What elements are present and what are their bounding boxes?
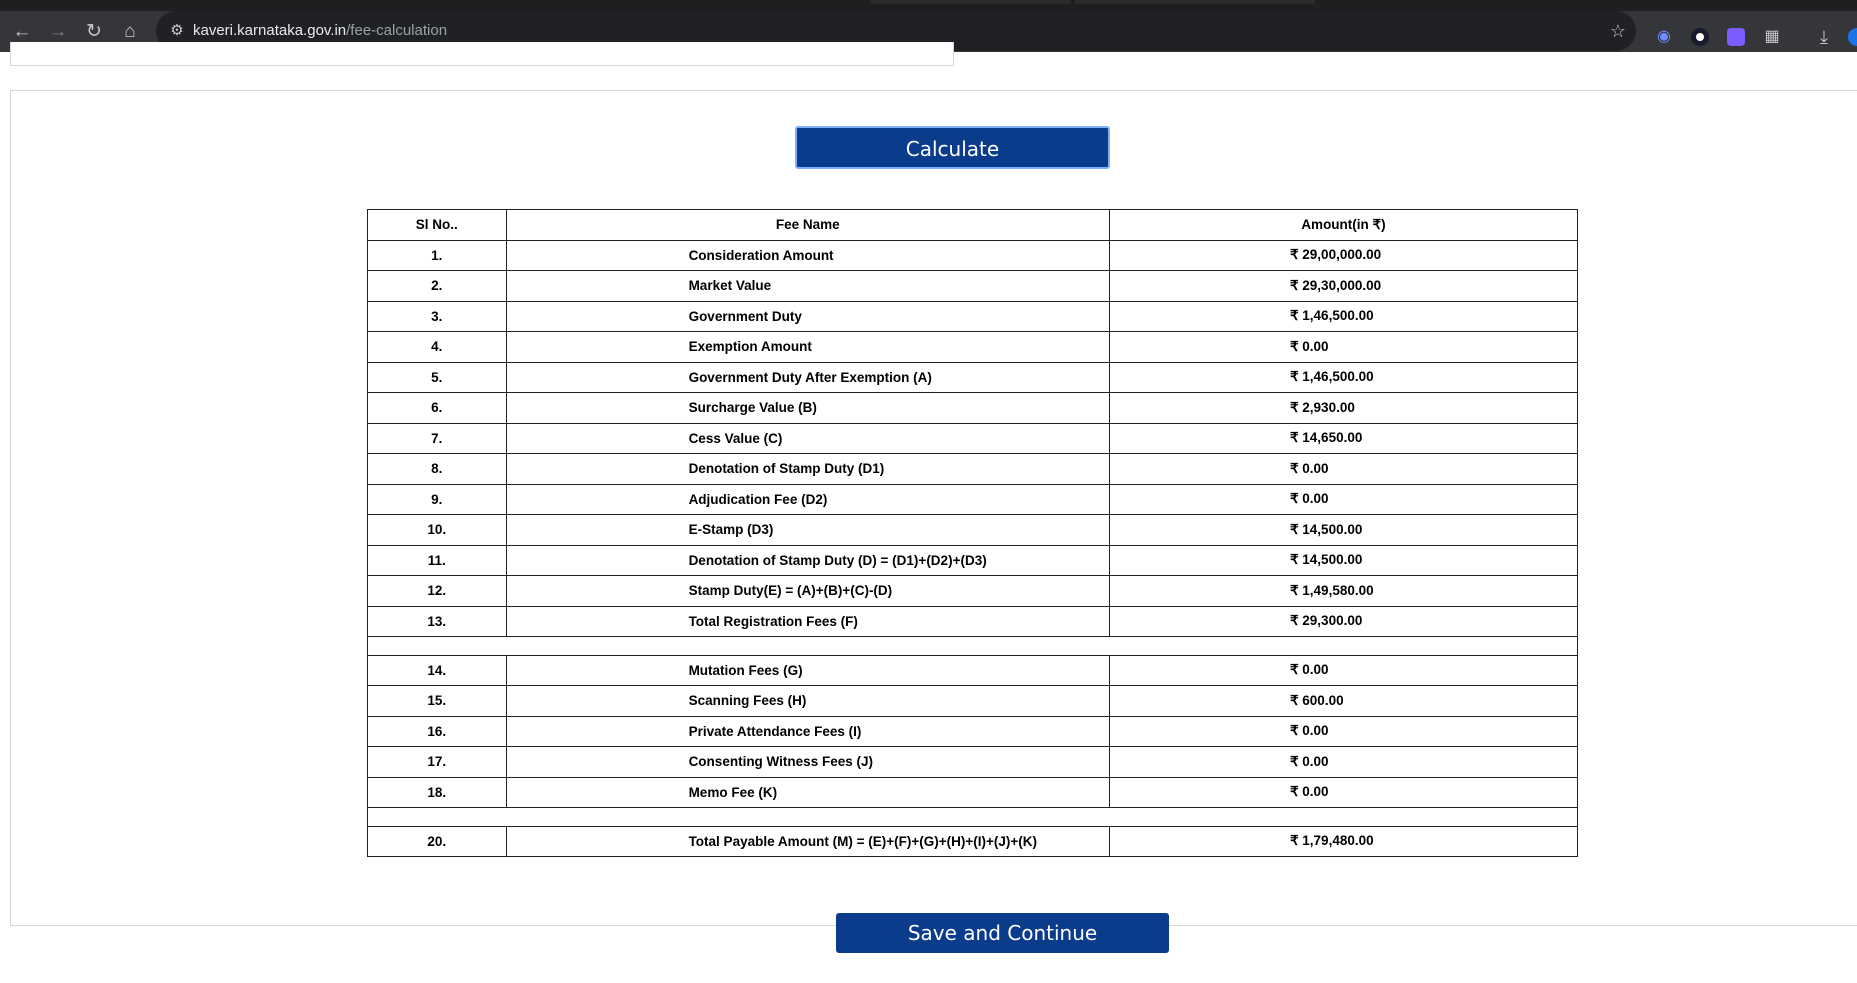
row-no: 11. — [368, 545, 507, 576]
table-spacer-row — [368, 808, 1578, 827]
table-row — [368, 576, 1578, 607]
table-row — [368, 301, 1578, 332]
table-row — [368, 777, 1578, 808]
table-row — [368, 484, 1578, 515]
row-fee-name: Denotation of Stamp Duty (D1) — [506, 454, 1109, 485]
reload-icon[interactable]: ↻ — [86, 21, 102, 42]
row-fee-name: Private Attendance Fees (I) — [506, 716, 1109, 747]
row-fee-name: Market Value — [506, 271, 1109, 302]
table-row — [368, 716, 1578, 747]
row-no: 10. — [368, 515, 507, 546]
row-amount: ₹ 0.00 — [1109, 747, 1577, 778]
row-amount: ₹ 0.00 — [1109, 655, 1577, 686]
row-amount: ₹ 29,00,000.00 — [1109, 240, 1577, 271]
row-fee-name: Government Duty — [506, 301, 1109, 332]
row-no: 3. — [368, 301, 507, 332]
table-row — [368, 747, 1578, 778]
row-amount: ₹ 14,500.00 — [1109, 515, 1577, 546]
shield-extension-icon[interactable]: ◉ — [1657, 28, 1671, 45]
row-fee-name: Exemption Amount — [506, 332, 1109, 363]
row-fee-name: Consenting Witness Fees (J) — [506, 747, 1109, 778]
row-no: 12. — [368, 576, 507, 607]
table-row — [368, 271, 1578, 302]
extensions-puzzle-icon[interactable]: ▦ — [1764, 28, 1780, 45]
row-fee-name: Consideration Amount — [506, 240, 1109, 271]
row-no: 9. — [368, 484, 507, 515]
dark-extension-icon[interactable] — [1691, 28, 1709, 46]
row-fee-name: Scanning Fees (H) — [506, 686, 1109, 717]
row-no: 5. — [368, 362, 507, 393]
table-row — [368, 240, 1578, 271]
table-spacer-row — [368, 637, 1578, 656]
purple-extension-icon[interactable] — [1727, 28, 1745, 46]
spacer-cell — [368, 637, 1578, 656]
row-no: 6. — [368, 393, 507, 424]
row-fee-name: Mutation Fees (G) — [506, 655, 1109, 686]
row-no: 20. — [368, 826, 507, 857]
row-no: 13. — [368, 606, 507, 637]
forward-icon[interactable]: → — [48, 21, 68, 42]
row-no: 7. — [368, 423, 507, 454]
row-amount: ₹ 0.00 — [1109, 332, 1577, 363]
row-amount: ₹ 1,49,580.00 — [1109, 576, 1577, 607]
browser-tabstrip — [0, 0, 1857, 11]
row-amount: ₹ 1,79,480.00 — [1109, 826, 1577, 857]
row-no: 4. — [368, 332, 507, 363]
bookmark-star-icon[interactable]: ☆ — [1609, 21, 1626, 41]
row-no: 18. — [368, 777, 507, 808]
table-row — [368, 332, 1578, 363]
row-fee-name: Government Duty After Exemption (A) — [506, 362, 1109, 393]
row-no: 15. — [368, 686, 507, 717]
table-row — [368, 606, 1578, 637]
table-row — [368, 423, 1578, 454]
table-header-row — [368, 210, 1578, 241]
table-row — [368, 545, 1578, 576]
row-amount: ₹ 0.00 — [1109, 484, 1577, 515]
row-no: 8. — [368, 454, 507, 485]
row-amount: ₹ 1,46,500.00 — [1109, 301, 1577, 332]
header-sl-no: Sl No.. — [368, 210, 507, 241]
header-fee-name: Fee Name — [506, 210, 1109, 241]
url-host: kaveri.karnataka.gov.in — [193, 22, 347, 39]
back-icon[interactable]: ← — [12, 21, 32, 42]
profile-edge-icon[interactable] — [1848, 28, 1857, 46]
calculate-button[interactable]: Calculate — [795, 126, 1110, 169]
row-no: 17. — [368, 747, 507, 778]
row-amount: ₹ 1,46,500.00 — [1109, 362, 1577, 393]
row-amount: ₹ 29,300.00 — [1109, 606, 1577, 637]
spacer-cell — [368, 808, 1578, 827]
header-amount: Amount(in ₹) — [1109, 210, 1577, 241]
row-fee-name: Denotation of Stamp Duty (D) = (D1)+(D2)+(D3) — [506, 545, 1109, 576]
row-amount: ₹ 29,30,000.00 — [1109, 271, 1577, 302]
row-amount: ₹ 0.00 — [1109, 454, 1577, 485]
row-fee-name: Stamp Duty(E) = (A)+(B)+(C)-(D) — [506, 576, 1109, 607]
table-row — [368, 655, 1578, 686]
row-amount: ₹ 14,500.00 — [1109, 545, 1577, 576]
row-no: 14. — [368, 655, 507, 686]
row-fee-name: Adjudication Fee (D2) — [506, 484, 1109, 515]
table-row — [368, 515, 1578, 546]
row-no: 1. — [368, 240, 507, 271]
row-amount: ₹ 0.00 — [1109, 777, 1577, 808]
site-info-icon[interactable]: ⚙ — [170, 22, 184, 39]
row-fee-name: Cess Value (C) — [506, 423, 1109, 454]
row-amount: ₹ 0.00 — [1109, 716, 1577, 747]
url-path: /fee-calculation — [346, 22, 448, 39]
table-row — [368, 686, 1578, 717]
row-fee-name: Memo Fee (K) — [506, 777, 1109, 808]
fee-table — [367, 209, 1578, 857]
row-no: 16. — [368, 716, 507, 747]
row-fee-name: Surcharge Value (B) — [506, 393, 1109, 424]
row-fee-name: Total Payable Amount (M) = (E)+(F)+(G)+(H)+(I)+(J)+(K) — [506, 826, 1109, 857]
home-icon[interactable]: ⌂ — [124, 21, 136, 42]
table-row-total — [368, 826, 1578, 857]
row-fee-name: Total Registration Fees (F) — [506, 606, 1109, 637]
previous-section-card — [10, 42, 954, 66]
save-and-continue-button[interactable]: Save and Continue — [836, 913, 1169, 953]
table-row — [368, 362, 1578, 393]
row-amount: ₹ 14,650.00 — [1109, 423, 1577, 454]
table-row — [368, 393, 1578, 424]
row-amount: ₹ 600.00 — [1109, 686, 1577, 717]
row-no: 2. — [368, 271, 507, 302]
download-icon[interactable]: ⤓ — [1820, 27, 1828, 47]
row-fee-name: E-Stamp (D3) — [506, 515, 1109, 546]
table-row — [368, 454, 1578, 485]
row-amount: ₹ 2,930.00 — [1109, 393, 1577, 424]
